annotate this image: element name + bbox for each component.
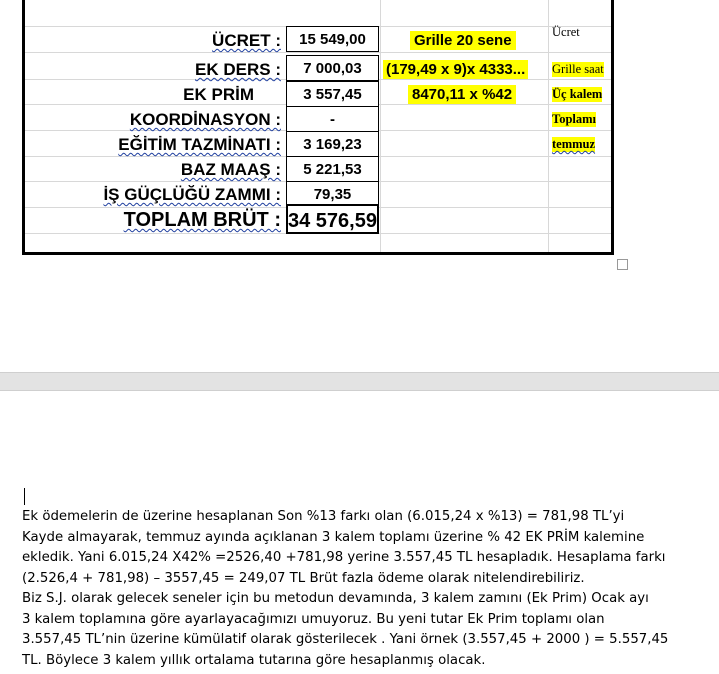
grid-line bbox=[548, 0, 549, 252]
paragraph-line: Ek ödemelerin de üzerine hesaplanan Son %13 farkı olan (6.015,24 x %13) = 781,98 TL’yi bbox=[22, 509, 625, 524]
note-grille-saat: Grille saat bbox=[552, 62, 604, 76]
paragraph-line: ekledik. Yani 6.015,24 X42% =2526,40 +781,98 yerine 3.557,45 TL hesapladık. Hesaplama farkı bbox=[22, 550, 666, 565]
value-koordinasyon: - bbox=[286, 106, 379, 132]
label-toplam-brut: TOPLAM BRÜT : bbox=[123, 209, 281, 231]
value-egitim-tazminati: 3 169,23 bbox=[286, 131, 379, 157]
label-koordinasyon: KOORDİNASYON : bbox=[129, 110, 281, 129]
resize-handle[interactable] bbox=[617, 259, 628, 270]
label-is-guclugu-zammi: İŞ GÜÇLÜĞÜ ZAMMI : bbox=[103, 185, 281, 204]
label-ek-prim: EK PRİM bbox=[183, 85, 254, 104]
value-ucret: 15 549,00 bbox=[286, 26, 379, 52]
formula-ek-prim: 8470,11 x %42 bbox=[408, 85, 516, 104]
label-ucret: ÜCRET : bbox=[212, 31, 281, 50]
grid-line bbox=[380, 0, 381, 252]
label-baz-maas: BAZ MAAŞ : bbox=[180, 160, 281, 179]
paragraph-line: TL. Böylece 3 kalem yıllık ortalama tutarına göre hesaplanmış olacak. bbox=[22, 652, 486, 668]
text-cursor bbox=[24, 488, 25, 505]
note-toplami: Toplamı bbox=[552, 112, 597, 126]
paragraph-line: Biz S.J. olarak gelecek seneler için bu metodun devamında, 3 kalem zamını (Ek Prim) Ocak ayı bbox=[22, 591, 649, 606]
note-uc-kalem: Üç kalem bbox=[552, 87, 603, 101]
note-temmuz: temmuz bbox=[552, 137, 596, 151]
label-ek-ders: EK DERS : bbox=[195, 60, 281, 79]
note-ucret: Ücret bbox=[552, 25, 580, 39]
value-is-guclugu-zammi: 79,35 bbox=[286, 181, 379, 207]
value-ek-prim: 3 557,45 bbox=[286, 81, 379, 107]
paragraph-line: (2.526,4 + 781,98) – 3557,45 = 249,07 TL Brüt fazla ödeme olarak nitelendirebiliriz. bbox=[22, 570, 585, 586]
paragraph-line: 3 kalem toplamına göre ayarlayacağımızı umuyoruz. Bu yeni tutar Ek Prim toplamı olan bbox=[22, 611, 605, 627]
page-break bbox=[0, 372, 719, 391]
spreadsheet-table bbox=[22, 0, 614, 255]
value-baz-maas: 5 221,53 bbox=[286, 156, 379, 182]
value-ek-ders: 7 000,03 bbox=[286, 55, 379, 81]
label-egitim-tazminati: EĞİTİM TAZMİNATI : bbox=[118, 135, 281, 154]
paragraph-line: 3.557,45 TL’nin üzerine kümülatif olarak gösterilecek . Yani örnek (3.557,45 + 2000 ) = 5.557,45 bbox=[22, 632, 669, 647]
paragraph-line: Kayde almayarak, temmuz ayında açıklanan 3 kalem toplamı üzerine % 42 EK PRİM kalemine bbox=[22, 529, 645, 545]
value-toplam-brut: 34 576,59 bbox=[286, 204, 379, 234]
formula-ek-ders: (179,49 x 9)x 4333... bbox=[383, 60, 528, 79]
formula-grille-20-sene: Grille 20 sene bbox=[410, 31, 516, 50]
body-paragraph[interactable] bbox=[22, 507, 702, 671]
